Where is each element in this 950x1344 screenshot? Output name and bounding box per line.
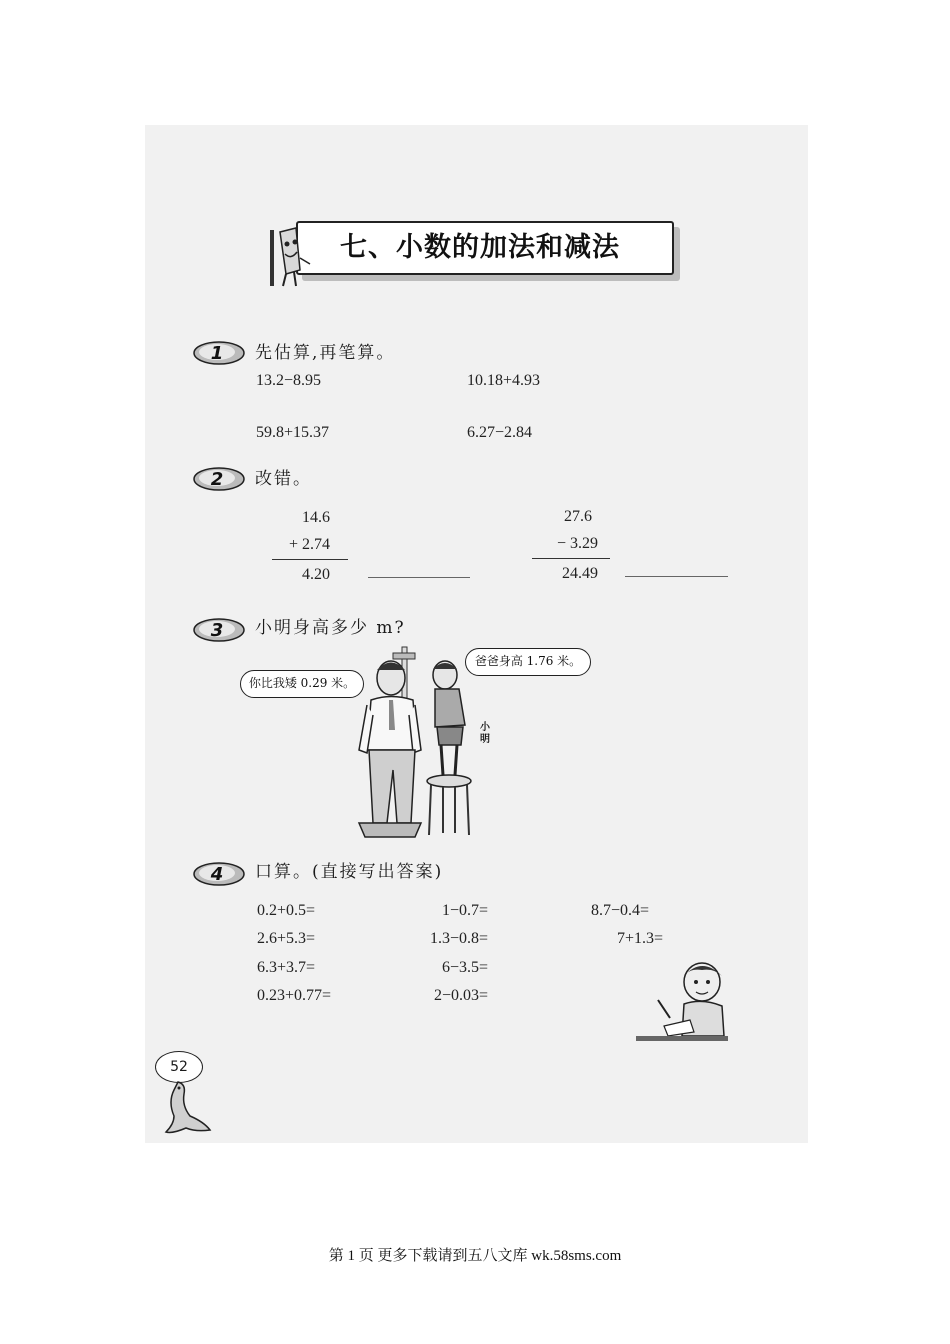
correction-answer-line: [625, 576, 728, 577]
oral-problem: 7+1.3=: [616, 930, 663, 947]
calc-2-rule: [532, 558, 610, 559]
section-2-badge: [193, 467, 245, 491]
svg-text:4: 4: [210, 864, 224, 885]
svg-text:1: 1: [210, 343, 224, 364]
oral-problem: 2−0.03=: [433, 987, 488, 1004]
section-3-badge: [193, 618, 245, 642]
speech-bubble-right: 爸爸身高 1.76 米。: [465, 648, 591, 676]
calc-2-result: 24.49: [562, 565, 598, 582]
section-1-badge: [193, 341, 245, 365]
section-1-problem: 59.8+15.37: [256, 424, 330, 441]
page-number: 52: [155, 1051, 203, 1083]
oral-problem: 1−0.7=: [441, 902, 488, 919]
calc-1-bottom: + 2.74: [288, 536, 330, 553]
svg-text:2: 2: [210, 469, 224, 490]
oral-problem: 0.23+0.77=: [257, 987, 332, 1004]
seal-icon: [160, 1080, 216, 1136]
section-4-title: 口算。(直接写出答案): [255, 862, 444, 882]
speech-bubble-left: 你比我矮 0.29 米。: [240, 670, 364, 698]
oral-problem: 6.3+3.7=: [257, 959, 316, 976]
correction-answer-line: [368, 577, 470, 578]
page-title: 七、小数的加法和减法: [340, 232, 620, 263]
calc-2-top: 27.6: [564, 508, 592, 525]
section-2-title: 改错。: [255, 469, 312, 489]
xiaoming-label: 小 明: [480, 722, 490, 745]
section-4-badge: [193, 862, 245, 886]
page-footer: 第 1 页 更多下载请到五八文库 wk.58sms.com: [328, 1248, 622, 1264]
section-3-title: 小明身高多少 m?: [255, 618, 406, 638]
pencil-mascot-icon: [266, 224, 314, 290]
calc-2-bottom: − 3.29: [556, 535, 598, 552]
section-1-title: 先估算,再笔算。: [255, 343, 396, 363]
section-1-problem: 13.2−8.95: [256, 372, 322, 389]
oral-problem: 6−3.5=: [441, 959, 488, 976]
oral-problem: 0.2+0.5=: [257, 902, 316, 919]
section-1-problem: 10.18+4.93: [467, 372, 541, 389]
boy-writing-illustration: [634, 960, 730, 1044]
oral-problem: 1.3−0.8=: [429, 930, 488, 947]
oral-problem: 8.7−0.4=: [591, 902, 650, 919]
calc-1-top: 14.6: [302, 509, 330, 526]
svg-text:3: 3: [210, 620, 224, 641]
height-measure-illustration: [355, 645, 485, 850]
calc-1-rule: [272, 559, 348, 560]
section-1-problem: 6.27−2.84: [467, 424, 533, 441]
calc-1-result: 4.20: [302, 566, 330, 583]
oral-problem: 2.6+5.3=: [257, 930, 316, 947]
